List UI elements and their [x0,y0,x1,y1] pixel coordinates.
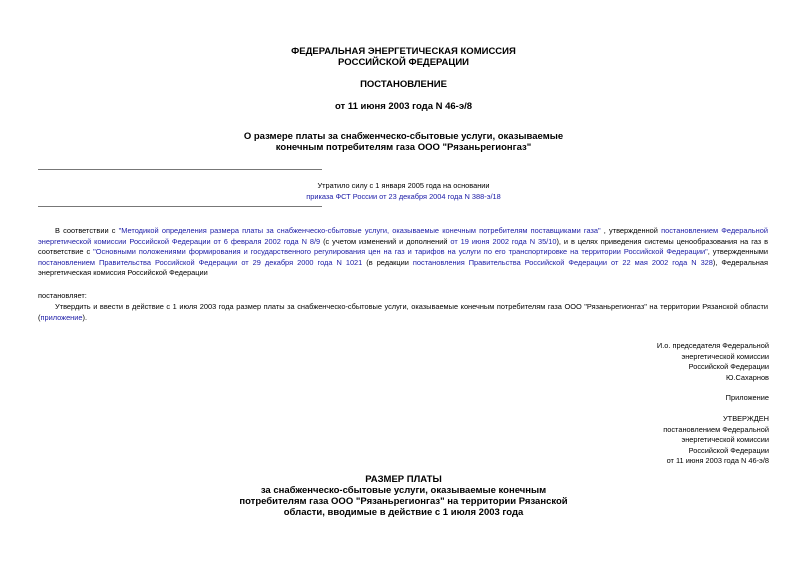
decision-paragraph: Утвердить и ввести в действие с 1 июля 2003 года размер платы за снабженческо-сбытовые услуги, оказываемые конечным потребителям газа ООО "Рязаньрегионгаз" на территории Рязанской области (приложение). [38,302,768,322]
signature-block: И.о. председателя Федеральной энергетической комиссии Российской Федерации Ю.Сахарнов [656,341,769,382]
expiry-note-text: Утратило силу с 1 января 2005 года на основании [317,181,490,190]
organization-line-1: ФЕДЕРАЛЬНАЯ ЭНЕРГЕТИЧЕСКАЯ КОМИССИЯ [291,46,516,57]
appendix-link[interactable]: приложение [40,312,83,322]
government-edition-link[interactable]: постановления Правительства Российской Федерации от 22 мая 2002 года N 328 [412,257,713,267]
appendix-label: Приложение [725,393,769,402]
document-title [0,131,807,153]
appendix-title: РАЗМЕР ПЛАТЫ за снабженческо-сбытовые услуги, оказываемые конечным потребителям газа ООО "Рязаньрегионгаз" на территории Рязанской области, вводимые в действие с 1 июля 2003 года [239,474,568,518]
preamble-paragraph: В соответствии с "Методикой определения размера платы за снабженческо-сбытовые услуги, оказываемые конечным потребителям поставщиками газа" , утвержденной постановлением Федеральной энергетической комиссии Российской Федерации от 6 февраля 2002 года N 8/9 (с учетом изменений и дополнений от 19 июня 2002 года N 35/10), и в целях приведения системы ценообразования на газ в соответствие с "Основными положениями формирования и государственного регулирования цен на газ и тарифов на услуги по его транспортировке на территории Российской Федерации", утвержденными постановлением Правительства Российской Федерации от 29 декабря 2000 года N 1021 (в редакции постановления Правительства Российской Федерации от 22 мая 2002 года N 328), Федеральная энергетическая комиссия Российской Федерации [38,226,769,277]
signatory-name: Ю.Сахарнов [725,372,769,382]
divider-bottom [38,206,322,207]
amendment-link[interactable]: от 19 июня 2002 года N 35/10 [450,236,557,246]
document-title-line-2: конечным потребителям газа ООО "Рязаньрегионгаз" [275,142,532,153]
document-type: ПОСТАНОВЛЕНИЕ [360,79,447,90]
regulations-link[interactable]: "Основными положениями формирования и государственного регулирования цен на газ и тарифов на услуги по его транспортировке на территории Российской Федерации" [93,247,708,256]
divider-top [38,169,322,170]
document-title-line-1: О размере платы за снабженческо-сбытовые услуги, оказываемые [243,131,564,142]
fek-resolution-link[interactable]: постановлением Федеральной энергетической комиссии Российской Федерации от 6 февраля 2002 года N 8/9 [38,226,768,246]
government-resolution-link[interactable]: постановлением Правительства Российской Федерации от 29 декабря 2000 года N 1021 [38,257,363,267]
organization-name [0,46,807,68]
document-date: от 11 июня 2003 года N 46-э/8 [334,101,473,112]
resolves-label: постановляет: [38,291,87,300]
organization-line-2: РОССИЙСКОЙ ФЕДЕРАЦИИ [337,57,469,68]
methodology-link[interactable]: "Методикой определения размера платы за снабженческо-сбытовые услуги, оказываемые конечным потребителям поставщиками газа" [118,226,601,235]
expiry-order-link[interactable]: приказа ФСТ России от 23 декабря 2004 года N 388-э/18 [306,192,501,201]
approval-block: УТВЕРЖДЕН постановлением Федеральной энергетической комиссии Российской Федерации от 11 июня 2003 года N 46-э/8 [663,414,769,465]
expiry-note [0,180,807,202]
